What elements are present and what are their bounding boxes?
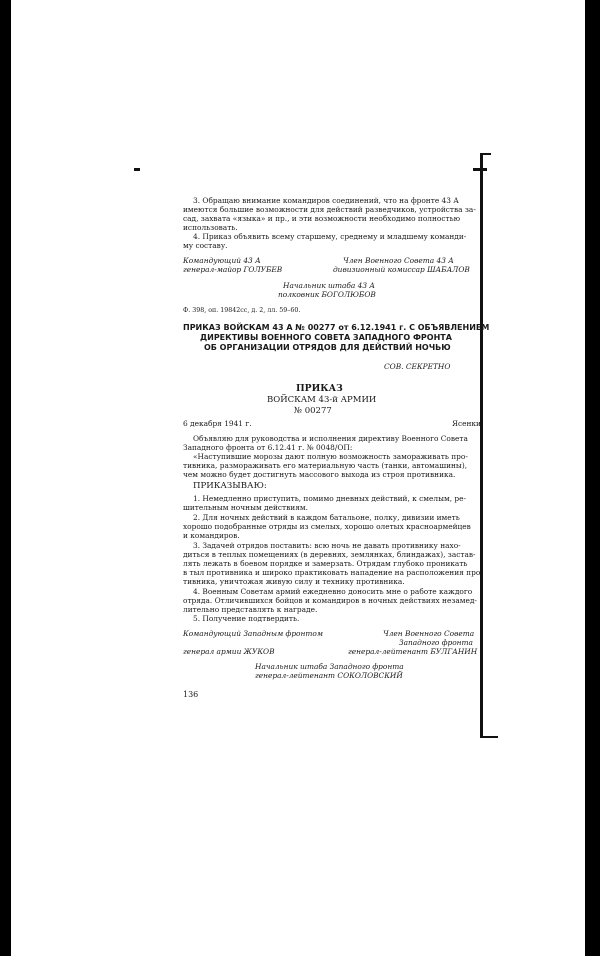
point-2-line-3: и командиров. — [183, 531, 240, 540]
order-number: № 00277 — [294, 406, 332, 416]
point-5: 5. Получение подтвердить. — [193, 614, 300, 623]
sig-commander-name: генерал-майор ГОЛУБЕВ — [183, 265, 283, 274]
quote-line-2: тивника, размораживать его материальную часть (танки, автомашины), — [183, 461, 468, 470]
point-3-line-3: лять лежать в боевом порядке и замерзать. Отрядам глубоко проникать — [183, 559, 468, 568]
sig-council-member-title-2: Западного фронта — [399, 638, 473, 647]
sig-chief-title: Начальник штаба 43 А — [283, 281, 376, 290]
margin-rule-foot — [480, 736, 498, 738]
point-3-line-5: тивника, уничтожая живую силу и технику противника. — [183, 577, 405, 586]
order-title: ПРИКАЗ — [296, 383, 343, 394]
secret-stamp: СОВ. СЕКРЕТНО — [384, 362, 451, 371]
sig-council-member-name: генерал-лейтенант БУЛГАНИН — [348, 647, 478, 656]
order-date: 6 декабря 1941 г. — [183, 419, 252, 428]
margin-rule — [480, 153, 483, 738]
para-3-line-1: 3. Обращаю внимание командиров соединений, что на фронте 43 А — [193, 196, 459, 205]
point-3-line-2: диться в теплых помещениях (в деревнях, землянках, блиндажах), застав- — [183, 550, 476, 559]
quote-line-3: чем можно будет достигнуть массового выхода из строя противника. — [183, 470, 456, 479]
sig-member-title: Член Военного Совета 43 А — [343, 256, 454, 265]
sig-member-name: дивизионный комиссар ШАБАЛОВ — [333, 265, 470, 274]
document-page — [11, 0, 585, 956]
sig-front-commander-name: генерал армии ЖУКОВ — [183, 647, 275, 656]
order-command-word: ПРИКАЗЫВАЮ: — [193, 481, 267, 491]
quote-line-1: «Наступившие морозы дают полную возможность замораживать про- — [193, 452, 468, 461]
para-4-line-2: му составу. — [183, 241, 228, 250]
sig-commander-title: Командующий 43 А — [183, 256, 261, 265]
para-4-line-1: 4. Приказ объявить всему старшему, среднему и младшему команди- — [193, 232, 467, 241]
corner-mark-left — [134, 168, 140, 171]
sig-chief-name: полковник БОГОЛЮБОВ — [278, 290, 376, 299]
point-1-line-1: 1. Немедленно приступить, помимо дневных действий, к смелым, ре- — [193, 494, 467, 503]
order-place: Ясенки — [452, 419, 481, 428]
point-2-line-1: 2. Для ночных действий в каждом батальоне, полку, дивизии иметь — [193, 513, 460, 522]
order-heading-line-3: ОБ ОРГАНИЗАЦИИ ОТРЯДОВ ДЛЯ ДЕЙСТВИЙ НОЧЬЮ — [204, 343, 451, 352]
sig-chief-of-staff-title: Начальник штаба Западного фронта — [255, 662, 404, 671]
point-4-line-3: лительно представлять к награде. — [183, 605, 318, 614]
sig-chief-of-staff-name: генерал-лейтенант СОКОЛОВСКИЙ — [255, 671, 403, 680]
point-2-line-2: хорошо подобранные отряды из смелых, хорошо олетых красноармейцев — [183, 522, 471, 531]
page-number: 136 — [183, 690, 199, 699]
para-3-line-3: сад, захвата «языка» и пр., и эти возможности необходимо полностью — [183, 214, 461, 223]
archive-reference: Ф. 398, оп. 19842сс, д. 2, лл. 59–60. — [183, 307, 301, 314]
order-heading-line-1: ПРИКАЗ ВОЙСКАМ 43 А № 00277 от 6.12.1941 г. С ОБЪЯВЛЕНИЕМ — [183, 323, 490, 332]
point-3-line-1: 3. Задачей отрядов поставить: всю ночь не давать противнику нахо- — [193, 541, 461, 550]
intro-line-2: Западного фронта от 6.12.41 г. № 0048/ОП: — [183, 443, 353, 452]
point-4-line-2: отряда. Отличившихся бойцов и командиров в ночных действиях незамед- — [183, 596, 477, 605]
intro-line-1: Объявляю для руководства и исполнения директиву Военного Совета — [193, 434, 468, 443]
sig-council-member-title-1: Член Военного Совета — [383, 629, 475, 638]
para-3-line-2: имеются большие возможности для действий разведчиков, устройства за- — [183, 205, 476, 214]
point-3-line-4: в тыл противника и широко практиковать нападение на расположения про- — [183, 568, 483, 577]
point-1-line-2: шительным ночным действиям. — [183, 503, 308, 512]
sig-front-commander-title: Командующий Западным фронтом — [183, 629, 323, 638]
order-heading-line-2: ДИРЕКТИВЫ ВОЕННОГО СОВЕТА ЗАПАДНОГО ФРОНТА — [200, 333, 452, 342]
para-3-line-4: использовать. — [183, 223, 238, 232]
order-addressee: ВОЙСКАМ 43-й АРМИИ — [267, 395, 377, 405]
point-4-line-1: 4. Военным Советам армий ежедневно доносить мне о работе каждого — [193, 587, 473, 596]
margin-tick — [483, 153, 491, 155]
